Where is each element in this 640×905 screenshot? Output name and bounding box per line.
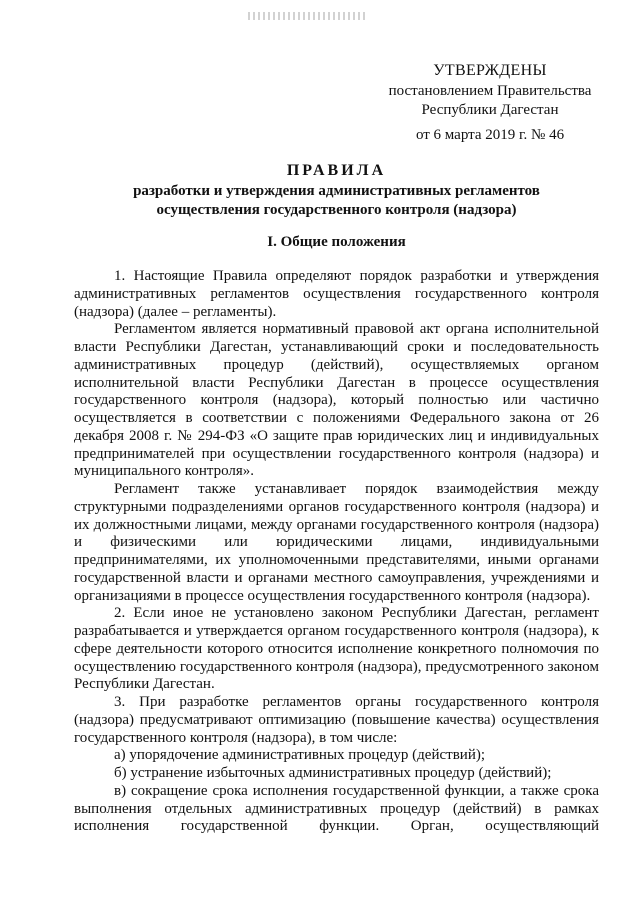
approval-line-2: Республики Дагестан <box>421 102 559 118</box>
document-subtitle-line-2: осуществления государственного контроля (надзора) <box>156 202 517 218</box>
paragraph: а) упорядочение административных процедур (действий); <box>114 747 486 764</box>
approval-block <box>370 60 610 145</box>
paragraph: Регламент также устанавливает порядок взаимодействия между структурными подразделениями органов государственного контроля (надзора) и их должностными лицами, между органами государственного контроля (надзора) и физическими или юридическими лицами, индивидуальными предпринимателями, их уполномоченными представителями, иными органами государственной власти и органами местного самоуправления, учреждениями и организациями в процессе осуществления государственного контроля (надзора). <box>74 481 599 604</box>
document-body <box>74 268 599 836</box>
approval-title: УТВЕРЖДЕНЫ <box>433 62 547 79</box>
document-heading <box>74 160 599 220</box>
paragraph: 2. Если иное не установлено законом Республики Дагестан, регламент разрабатывается и утверждается органом государственного контроля (надзора), к сфере деятельности которого относится исполнение конкретного полномочия по осуществлению государственного контроля (надзора), предусмотренного законом Республики Дагестан. <box>74 605 599 693</box>
paragraph: в) сокращение срока исполнения государственной функции, а также срока выполнения отдельных административных процедур (действий) в рамках исполнения государственной функции. Орган, осуществляющий <box>74 782 599 835</box>
document-title: ПРАВИЛА <box>286 162 387 179</box>
section-title: I. Общие положения <box>267 234 406 250</box>
paragraph: 1. Настоящие Правила определяют порядок разработки и утверждения административных регламентов осуществления государственного контроля (надзора) (далее – регламенты). <box>74 268 599 320</box>
scan-artifact <box>248 12 368 20</box>
document-subtitle-line-1: разработки и утверждения административных регламентов <box>133 183 540 199</box>
paragraph: б) устранение избыточных административных процедур (действий); <box>114 765 552 781</box>
paragraph: Регламентом является нормативный правовой акт органа исполнительной власти Республики Дагестан, устанавливающий сроки и последовательность административных процедур (действий), осуществляемых органом исполнительной власти Республики Дагестан в процессе осуществления государственного контроля (надзора), который полностью или частично осуществляется в соответствии с положениями Федерального закона от 26 декабря 2008 г. № 294-ФЗ «О защите прав юридических лиц и индивидуальных предпринимателей при осуществлении государственного контроля (надзора) и муниципального контроля». <box>74 321 599 480</box>
approval-date: от 6 марта 2019 г. № 46 <box>415 127 565 143</box>
paragraph: 3. При разработке регламентов органы государственного контроля (надзора) предусматривают оптимизацию (повышение качества) осуществления государственного контроля (надзора), в том числе: <box>74 694 599 746</box>
approval-line-1: постановлением Правительства <box>388 83 592 99</box>
